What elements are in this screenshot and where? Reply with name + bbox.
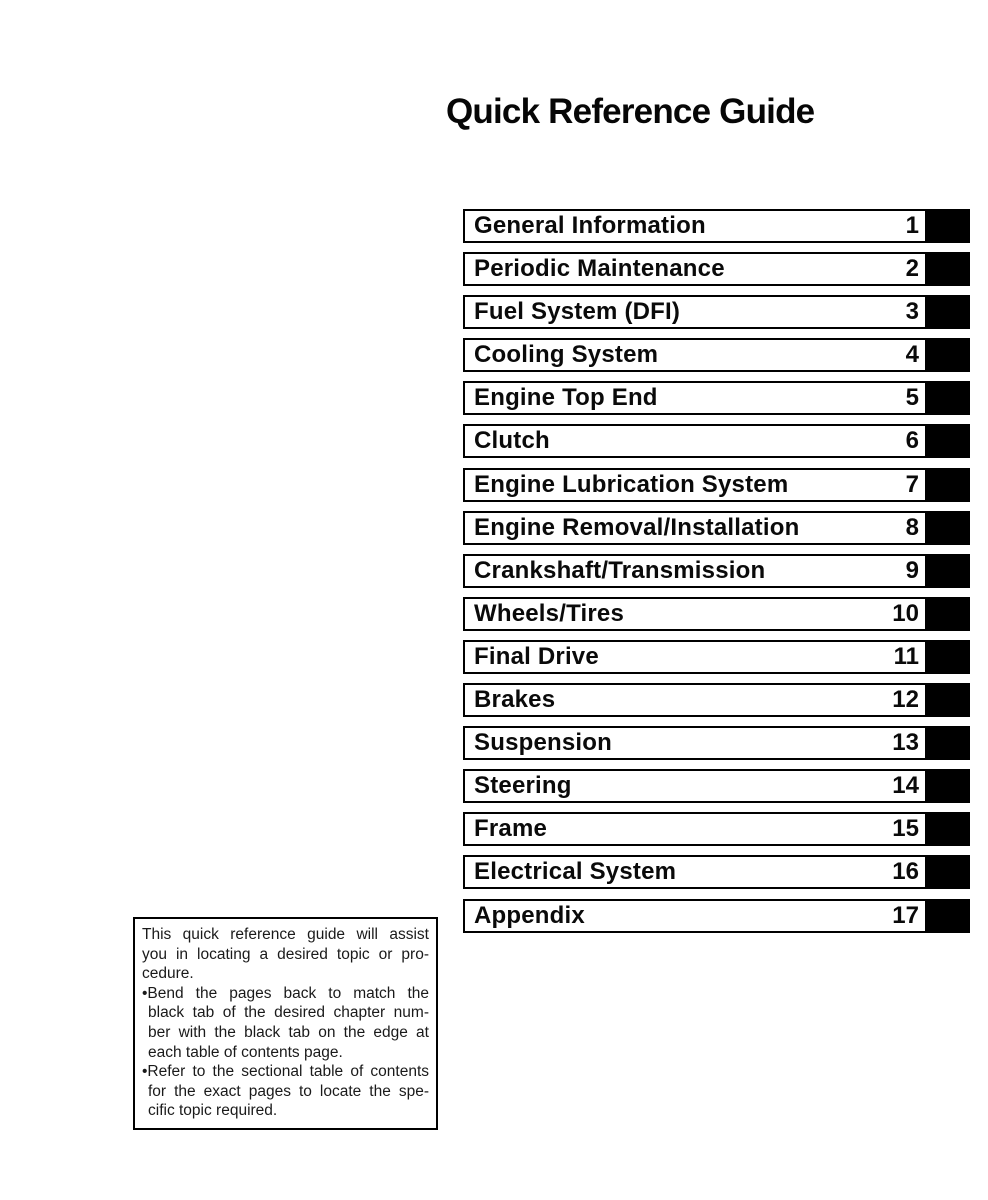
chapter-black-tab (927, 855, 970, 889)
chapter-number: 6 (905, 427, 919, 455)
chapter-label: Clutch (474, 427, 550, 455)
chapter-number: 10 (892, 599, 919, 627)
chapter-row (463, 683, 970, 717)
chapter-box (463, 209, 927, 243)
chapter-row (463, 640, 970, 674)
note-line: This quick reference guide will assist (142, 926, 429, 943)
chapter-label: Appendix (474, 901, 585, 929)
chapter-box (463, 554, 927, 588)
note-line: ber with the black tab on the edge at (148, 1023, 429, 1041)
chapter-label: General Information (474, 212, 706, 239)
chapter-box (463, 683, 927, 717)
chapter-label: Final Drive (474, 642, 599, 670)
chapter-label: Engine Top End (474, 384, 658, 412)
chapter-number: 9 (905, 556, 919, 584)
chapter-number: 2 (905, 255, 919, 283)
chapter-black-tab (927, 209, 970, 243)
chapter-number: 7 (905, 470, 919, 498)
chapter-label: Electrical System (474, 858, 677, 886)
chapter-label: Steering (474, 772, 572, 800)
chapter-label: Engine Lubrication System (474, 470, 789, 498)
note-text (142, 925, 429, 1121)
chapter-row (463, 726, 970, 760)
note-line: you in locating a desired topic or pro- (142, 945, 429, 963)
chapter-row (463, 295, 970, 329)
chapter-row (463, 511, 970, 545)
chapter-label: Crankshaft/Transmission (474, 556, 766, 584)
note-line: each table of contents page. (148, 1043, 343, 1061)
chapter-row (463, 597, 970, 631)
chapter-label: Engine Removal/Installation (474, 513, 800, 541)
chapter-number: 16 (892, 858, 919, 886)
chapter-label: Cooling System (474, 341, 659, 369)
chapter-number: 15 (892, 815, 919, 843)
chapter-box (463, 468, 927, 502)
note-line: cedure. (142, 965, 194, 983)
page-title: Quick Reference Guide (446, 92, 815, 131)
chapter-black-tab (927, 295, 970, 329)
chapter-label: Suspension (474, 729, 613, 757)
chapter-number: 11 (893, 642, 919, 670)
chapter-box (463, 899, 927, 933)
chapter-row (463, 769, 970, 803)
chapter-row (463, 554, 970, 588)
chapter-black-tab (927, 554, 970, 588)
chapter-box (463, 424, 927, 458)
chapter-row (463, 424, 970, 458)
chapter-number: 3 (905, 298, 919, 326)
chapter-number: 5 (905, 384, 919, 412)
note-line: •Bend the pages back to match the (142, 984, 429, 1002)
chapter-row (463, 855, 970, 889)
chapter-black-tab (927, 769, 970, 803)
chapter-label: Wheels/Tires (474, 599, 625, 627)
chapter-black-tab (927, 511, 970, 545)
chapter-number: 12 (892, 686, 919, 714)
chapter-black-tab (927, 640, 970, 674)
chapter-box (463, 769, 927, 803)
chapter-box (463, 726, 927, 760)
chapter-box (463, 252, 927, 286)
chapter-row (463, 812, 970, 846)
chapter-black-tab (927, 381, 970, 415)
chapter-box (463, 640, 927, 674)
chapter-number: 14 (892, 772, 919, 800)
chapter-black-tab (927, 597, 970, 631)
chapter-number: 17 (892, 901, 919, 929)
chapter-number: 8 (905, 513, 919, 541)
chapter-box (463, 381, 927, 415)
chapter-black-tab (927, 252, 970, 286)
chapter-row (463, 338, 970, 372)
chapter-list (463, 209, 970, 942)
note-line: for the exact pages to locate the spe- (148, 1082, 429, 1100)
note-line: cific topic required. (148, 1102, 278, 1120)
chapter-row (463, 468, 970, 502)
note-line: black tab of the desired chapter num- (148, 1004, 429, 1022)
chapter-box (463, 812, 927, 846)
note-line: •Refer to the sectional table of contents (142, 1063, 429, 1081)
chapter-row (463, 209, 970, 243)
chapter-box (463, 511, 927, 545)
chapter-number: 13 (892, 729, 919, 757)
chapter-label: Frame (474, 815, 548, 843)
chapter-black-tab (927, 468, 970, 502)
chapter-label: Fuel System (DFI) (474, 298, 681, 326)
chapter-box (463, 338, 927, 372)
chapter-box (463, 855, 927, 889)
chapter-black-tab (927, 899, 970, 933)
chapter-black-tab (927, 812, 970, 846)
chapter-row (463, 899, 970, 933)
chapter-box (463, 295, 927, 329)
chapter-black-tab (927, 683, 970, 717)
chapter-label: Periodic Maintenance (474, 255, 725, 283)
chapter-black-tab (927, 726, 970, 760)
chapter-black-tab (927, 338, 970, 372)
chapter-number: 1 (905, 212, 919, 239)
chapter-label: Brakes (474, 686, 556, 714)
note-box (133, 917, 438, 1130)
chapter-row (463, 252, 970, 286)
chapter-number: 4 (905, 341, 919, 369)
chapter-box (463, 597, 927, 631)
chapter-black-tab (927, 424, 970, 458)
chapter-row (463, 381, 970, 415)
